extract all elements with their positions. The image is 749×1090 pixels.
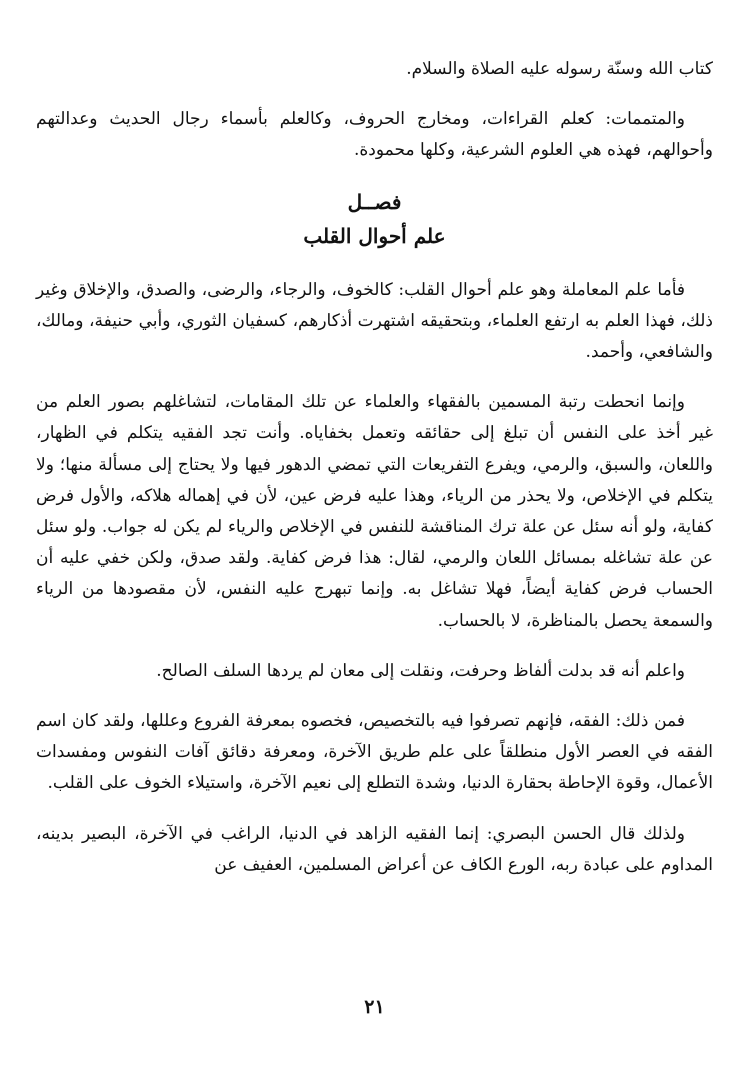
section-heading: فصــل — [347, 189, 402, 214]
paragraph-4: وإنما انحطت رتبة المسمين بالفقهاء والعلماء عن تلك المقامات، لتشاغلهم بصور العلم من غير أخذ على النفس أن تبلغ إلى حقائقه وتعمل بخفاياه. وأنت تجد الفقيه يتكلم في الظهار، واللعان، والسبق، والرمي، ويفرع التفريعات التي تمضي الدهور فيها ولا يحتاج إلى مسألة منها؛ ولا يتكلم في الإخلاص، ولا يحذر من الرياء، وهذا عليه فرض عين، لأن في إهماله هلاكه، والأول فرض كفاية، ولو أنه سئل عن علة ترك المناقشة للنفس في الإخلاص والرياء لم يكن له جواب. ولو سئل عن علة تشاغله بمسائل اللعان والرمي، لقال: هذا فرض كفاية. ولقد صدق، ولكن خفي عليه أن الحساب فرض كفاية أيضاً، فهلا تشاغل به. وإنما تبهرج عليه النفس، لأن مقصودها من الرياء والسمعة يحصل بالمناظرة، لا بالحساب. — [36, 392, 713, 631]
paragraph-6: فمن ذلك: الفقه، فإنهم تصرفوا فيه بالتخصيص، فخصوه بمعرفة الفروع وعللها، ولقد كان اسم الفقه في العصر الأول منطلقاً على علم طريق الآخرة، ومعرفة دقائق آفات النفوس ومفسدات الأعمال، وقوة الإحاطة بحقارة الدنيا، وشدة التطلع إلى نعيم الآخرة، واستيلاء الخوف على القلب. — [36, 711, 713, 794]
paragraph-7: ولذلك قال الحسن البصري: إنما الفقيه الزاهد في الدنيا، الراغب في الآخرة، البصير بدينه، المداوم على عبادة ربه، الورع الكاف عن أعراض المسلمين، العفيف عن — [36, 823, 713, 875]
section-title: علم أحوال القلب — [303, 223, 446, 248]
page-number: ٢١ — [364, 996, 385, 1018]
paragraph-1: كتاب الله وسنّة رسوله عليه الصلاة والسلام. — [406, 59, 713, 79]
paragraph-2: والمتممات: كعلم القراءات، ومخارج الحروف، وكالعلم بأسماء رجال الحديث وعدالتهم وأحوالهم، فهذه هي العلوم الشرعية، وكلها محمودة. — [36, 109, 713, 161]
paragraph-3: فأما علم المعاملة وهو علم أحوال القلب: كالخوف، والرجاء، والرضى، والصدق، والإخلاق وغير ذلك، فهذا العلم به ارتفع العلماء، وبتحقيقه اشتهرت أذكارهم، كسفيان الثوري، وأبي حنيفة، ومالك، والشافعي، وأحمد. — [36, 279, 714, 363]
text-column — [36, 54, 713, 881]
paragraph-5: واعلم أنه قد بدلت ألفاظ وحرفت، ونقلت إلى معان لم يردها السلف الصالح. — [156, 660, 685, 681]
